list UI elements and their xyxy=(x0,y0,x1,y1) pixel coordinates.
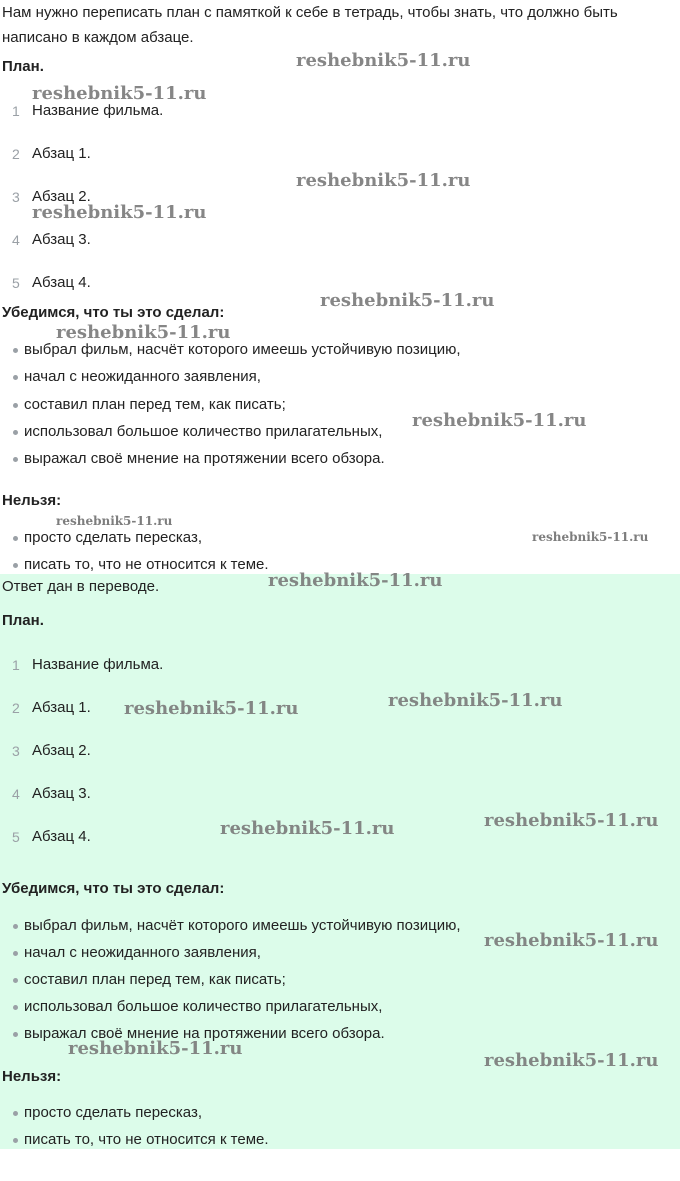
watermark: reshebnik5-11.ru xyxy=(56,514,173,528)
bullet-dot-icon xyxy=(13,1111,18,1116)
check-item-text: выбрал фильм, насчёт которого имеешь устойчивую позицию, xyxy=(24,917,461,934)
bullet-dot-icon xyxy=(13,403,18,408)
bullet-dot-icon xyxy=(13,457,18,462)
plan-item-number: 1 xyxy=(12,103,20,119)
forbid-heading: Нельзя: xyxy=(2,1068,62,1085)
bullet-dot-icon xyxy=(13,1138,18,1143)
plan-item-text: Абзац 1. xyxy=(32,145,91,162)
bullet-dot-icon xyxy=(13,348,18,353)
plan-item-number: 4 xyxy=(12,786,20,802)
watermark: reshebnik5-11.ru xyxy=(56,322,231,343)
watermark: reshebnik5-11.ru xyxy=(124,698,299,719)
watermark: reshebnik5-11.ru xyxy=(484,810,659,831)
watermark: reshebnik5-11.ru xyxy=(68,1038,243,1059)
plan-item-text: Название фильма. xyxy=(32,656,164,673)
watermark: reshebnik5-11.ru xyxy=(412,410,587,431)
check-item-text: начал с неожиданного заявления, xyxy=(24,944,261,961)
forbid-item-text: просто сделать пересказ, xyxy=(24,1104,202,1121)
bullet-dot-icon xyxy=(13,924,18,929)
bullet-dot-icon xyxy=(13,978,18,983)
plan-item-text: Абзац 2. xyxy=(32,742,91,759)
plan-item-text: Абзац 4. xyxy=(32,274,91,291)
check-heading: Убедимся, что ты это сделал: xyxy=(2,880,225,897)
bullet-dot-icon xyxy=(13,1005,18,1010)
bullet-dot-icon xyxy=(13,1032,18,1037)
watermark: reshebnik5-11.ru xyxy=(296,170,471,191)
forbid-item-text: писать то, что не относится к теме. xyxy=(24,556,269,573)
watermark: reshebnik5-11.ru xyxy=(484,930,659,951)
plan-item-text: Абзац 1. xyxy=(32,699,91,716)
plan-heading: План. xyxy=(2,612,44,629)
watermark: reshebnik5-11.ru xyxy=(220,818,395,839)
check-item-text: составил план перед тем, как писать; xyxy=(24,971,286,988)
plan-item-number: 2 xyxy=(12,146,20,162)
plan-item-text: Абзац 4. xyxy=(32,828,91,845)
plan-item-text: Абзац 2. xyxy=(32,188,91,205)
plan-item-text: Абзац 3. xyxy=(32,785,91,802)
plan-item-text: Абзац 3. xyxy=(32,231,91,248)
bullet-dot-icon xyxy=(13,951,18,956)
check-item-text: использовал большое количество прилагательных, xyxy=(24,423,383,440)
watermark: reshebnik5-11.ru xyxy=(32,83,207,104)
watermark: reshebnik5-11.ru xyxy=(320,290,495,311)
check-item-text: начал с неожиданного заявления, xyxy=(24,368,261,385)
forbid-item-text: просто сделать пересказ, xyxy=(24,529,202,546)
check-item-text: выражал своё мнение на протяжении всего обзора. xyxy=(24,1025,385,1042)
plan-item-number: 5 xyxy=(12,829,20,845)
check-item-text: составил план перед тем, как писать; xyxy=(24,396,286,413)
bullet-dot-icon xyxy=(13,536,18,541)
answer-label: Ответ дан в переводе. xyxy=(2,578,160,595)
watermark: reshebnik5-11.ru xyxy=(484,1050,659,1071)
plan-item-number: 3 xyxy=(12,189,20,205)
watermark: reshebnik5-11.ru xyxy=(296,50,471,71)
check-heading: Убедимся, что ты это сделал: xyxy=(2,304,225,321)
forbid-heading: Нельзя: xyxy=(2,492,62,509)
check-item-text: выбрал фильм, насчёт которого имеешь устойчивую позицию, xyxy=(24,341,461,358)
plan-item-number: 2 xyxy=(12,700,20,716)
check-item-text: выражал своё мнение на протяжении всего обзора. xyxy=(24,450,385,467)
bullet-dot-icon xyxy=(13,430,18,435)
watermark: reshebnik5-11.ru xyxy=(532,530,649,544)
watermark: reshebnik5-11.ru xyxy=(268,570,443,591)
plan-item-text: Название фильма. xyxy=(32,102,164,119)
plan-item-number: 3 xyxy=(12,743,20,759)
plan-heading: План. xyxy=(2,58,44,75)
watermark: reshebnik5-11.ru xyxy=(388,690,563,711)
plan-item-number: 4 xyxy=(12,232,20,248)
bullet-dot-icon xyxy=(13,375,18,380)
bullet-dot-icon xyxy=(13,563,18,568)
plan-item-number: 5 xyxy=(12,275,20,291)
forbid-item-text: писать то, что не относится к теме. xyxy=(24,1131,269,1148)
intro-text: Нам нужно переписать план с памяткой к себе в тетрадь, чтобы знать, что должно быть написано в каждом абзаце. xyxy=(2,4,618,46)
watermark: reshebnik5-11.ru xyxy=(32,202,207,223)
plan-item-number: 1 xyxy=(12,657,20,673)
check-item-text: использовал большое количество прилагательных, xyxy=(24,998,383,1015)
